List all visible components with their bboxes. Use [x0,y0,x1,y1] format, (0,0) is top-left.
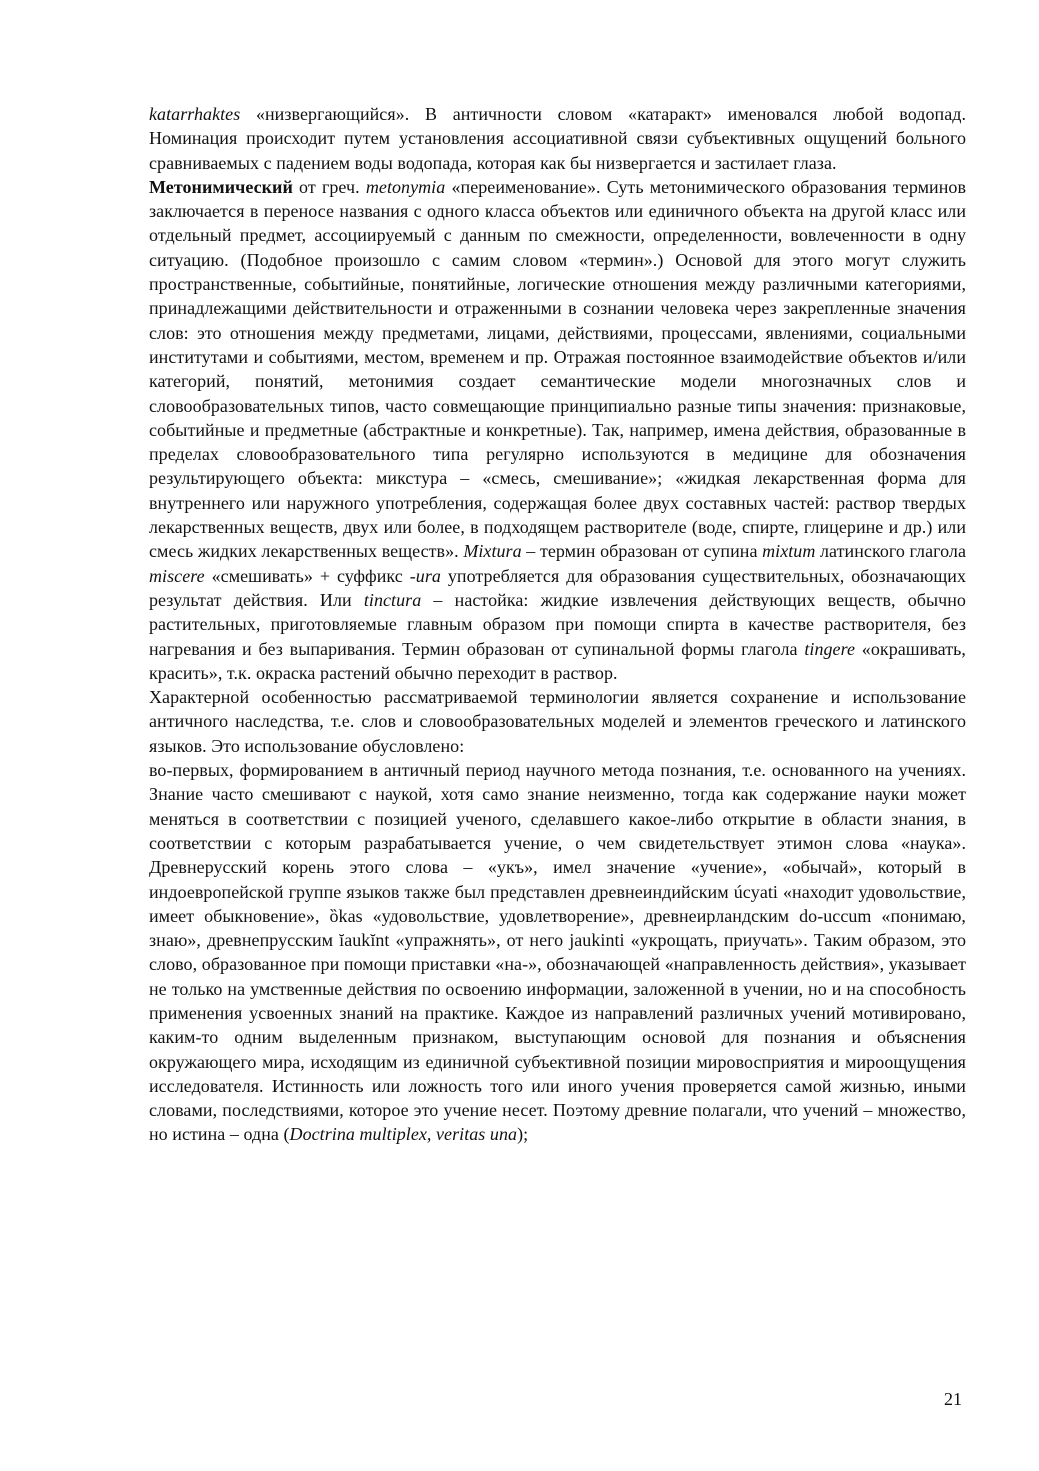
text-run: «окрашивать, красить», т.к. окраска растений обычно переходит в раствор. [149,638,966,683]
text-run: употребляется для образования существительных, обозначающих результат действия. Или [149,565,967,610]
italic-term: mixtum [762,541,816,562]
italic-term: tingere [804,638,856,659]
text-run: – термин образован от супина [521,541,763,562]
text-run: Характерной особенностью рассматриваемой терминологии является сохранение и использование античного наследства, т.е. слов и словообразовательных моделей и элементов греческого и латинского языков. Это использование обусловлено: [149,687,966,756]
bold-term: Метонимический [149,176,293,197]
italic-term: Mixtura [463,541,522,562]
italic-term: ura [415,565,441,586]
italic-term: tinctura [363,589,422,610]
text-run: – настойка: жидкие извлечения действующих веществ, обычно растительных, приготовляемые главным образом при помощи спирта в качестве растворителя, без нагревания и без выпаривания. Термин образован от супинальной формы глагола [149,589,966,659]
page-number: 21 [944,1389,962,1409]
text-run: от греч. [292,176,366,197]
page-body [149,102,966,1147]
text-run: латинского глагола [815,541,966,562]
italic-term: Doctrina multiplex, veritas una [289,1124,518,1145]
paragraph-2 [149,175,966,685]
text-run: ); [517,1124,529,1145]
paragraph-1 [149,102,966,175]
italic-term: miscere [149,565,205,586]
paragraph-3 [149,685,966,758]
text-run: «смешивать» + суффикс - [204,565,416,586]
italic-term: metonymia [365,176,446,197]
paragraph-4 [149,758,966,1147]
text-run: «низвергающийся». В античности словом «катаракт» именовался любой водопад. Номинация происходит путем установления ассоциативной связи субъективных ощущений больного сравниваемых с падением воды водопада, которая как бы низвергается и застилает глаза. [149,104,966,173]
text-run: «переименование». Суть метонимического образования терминов заключается в переносе названия с одного класса объектов или единичного объекта на другой класс или отдельный предмет, ассоциируемый с данным по смежности, определенности, вовлеченности в одну ситуацию. (Подобное произошло с самим словом «термин».) Основой для этого могут служить пространственные, событийные, понятийные, логические отношения между различными категориями, принадлежащими действительности и отраженными в сознании человека через закрепленные значения слов: это отношения между предметами, лицами, действиями, процессами, явлениями, социальными институтами и событиями, местом, временем и пр. Отражая постоянное взаимодействие объектов и/или категорий, понятий, метонимия создает семантические модели многозначных слов и словообразовательных типов, часто совмещающие принципиально разные типы значения: признаковые, событийные и предметные (абстрактные и конкретные). Так, например, имена действия, образованные в пределах словообразовательного типа регулярно используются в медицине для обозначения результирующего объекта: микстура – «смесь, смешивание»; «жидкая лекарственная форма для внутреннего или наружного употребления, содержащая более двух составных частей: раствор твердых лекарственных веществ, двух или более, в подходящем растворителе (воде, спирте, глицерине и др.) или смесь жидких лекарственных веществ». [149,176,967,562]
italic-term: katarrhaktes [149,104,241,124]
text-run: во-первых, формированием в античный период научного метода познания, т.е. основанного на учениях. Знание часто смешивают с наукой, хотя само знание неизменно, тогда как содержание науки может меняться в соответствии с позицией ученого, сделавшего какое-либо открытие в области знания, в соответствии с которым разрабатывается учение, о чем свидетельствует этимон слова «наука». Древнерусский корень этого слова – «укъ», имел значение «учение», «обычай», который в индоевропейской группе языков также был представлен древнеиндийским úcyati «находит удовольствие, имеет обыкновение», ȍkas «удовольствие, удовлетворение», древнеирландским do-uccum «понимаю, знаю», древнепрусским ĭaukĭnt «упражнять», от него jaukinti «укрощать, приучать». Таким образом, это слово, образованное при помощи приставки «на-», обозначающей «направленность действия», указывает не только на умственные действия по освоению информации, заложенной в учении, но и на способность применения усвоенных знаний на практике. Каждое из направлений различных учений мотивировано, каким-то одним выделенным признаком, выступающим основой для познания и объяснения окружающего мира, исходящим из единичной субъективной позиции мировосприятия и мироощущения исследователя. Истинность или ложность того или иного учения проверяется самой жизнью, иными словами, последствиями, которое это учение несет. Поэтому древние полагали, что учений – множество, но истина – одна ( [149,760,966,1145]
